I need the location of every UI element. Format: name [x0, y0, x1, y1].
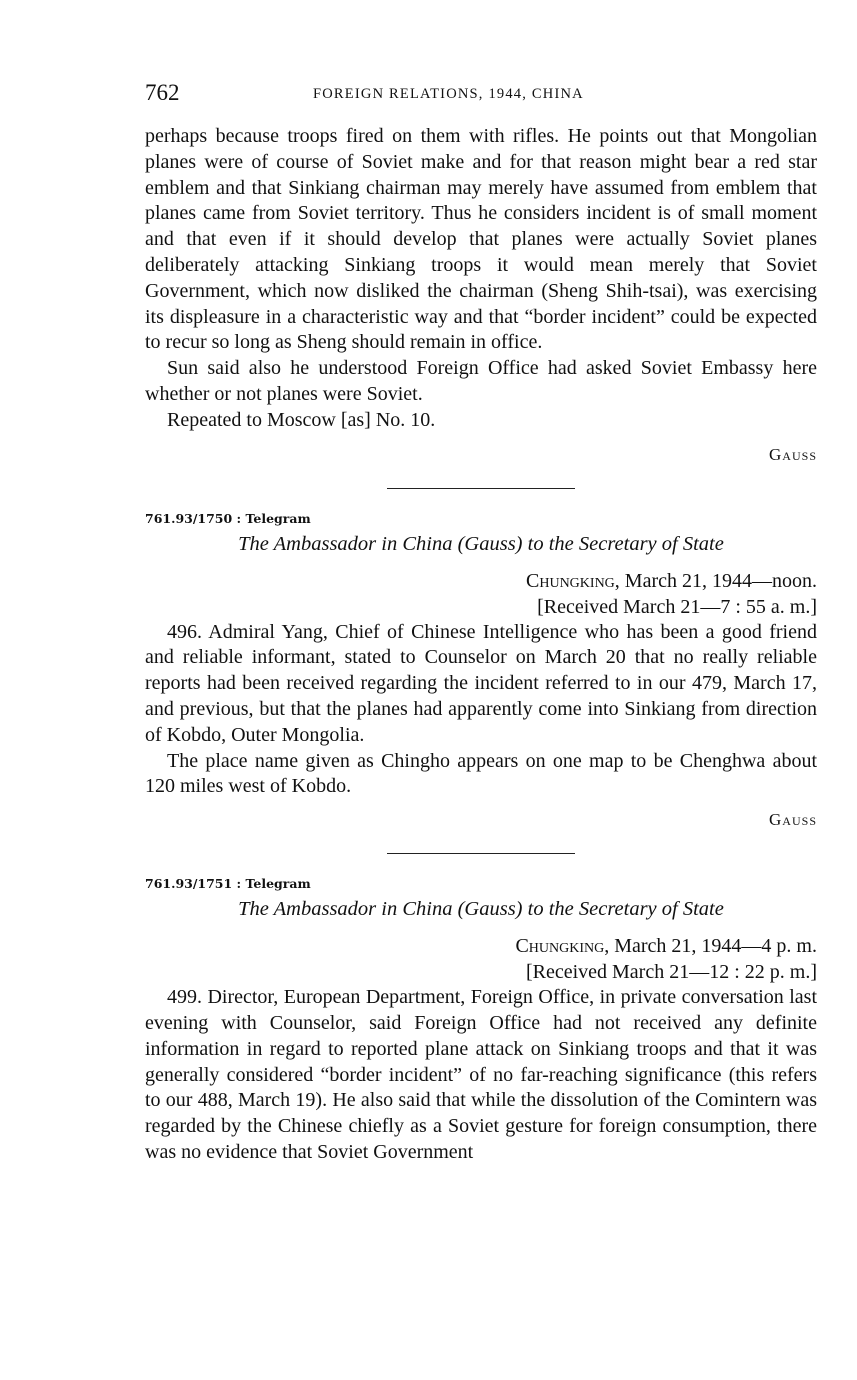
signature: Gauss: [769, 810, 817, 830]
page-header: [145, 80, 817, 110]
body-paragraph: 499. Director, European Department, Foreign Office, in private conversation last evening with Counselor, said Foreign Office had not received any definite information in regard to reported plane attack on Sinkiang troops and that it was generally considered “border incident” of no far-reaching significance (this refers to our 488, March 19). He also said that while the dissolution of the Comintern was regarded by the Chinese chiefly as a Soviet gesture for foreign consumption, there was no evidence that Soviet Government: [145, 986, 817, 1163]
date-text: , March 21, 1944—noon.: [614, 569, 817, 592]
received-line: [Received March 21—12 : 22 p. m.]: [525, 961, 817, 984]
continuation-paragraph: perhaps because troops fired on them with rifles. He points out that Mongolian planes were of course of Soviet make and for that reason might bear a red star emblem and that Sinkiang chairman may merely have assumed from emblem that planes came from Soviet territory. Thus he considers incident is of small moment and that even if it should develop that planes were actually Soviet planes deliberately attacking Sinkiang troops it would mean merely that Soviet Government, which now disliked the chairman (Sheng Shih-tsai), was exercising its displeasure in a characteristic way and that “border incident” could be expected to recur so long as Sheng should remain in office.: [145, 125, 817, 354]
file-reference: 761.93/1750 : Telegram: [145, 510, 311, 526]
continuation-paragraph-2: Sun said also he understood Foreign Office had asked Soviet Embassy here whether or not planes were Soviet.: [145, 357, 817, 405]
date-line: [145, 568, 817, 594]
repeated-note: Repeated to Moscow [as] No. 10.: [167, 408, 436, 431]
date-line: [145, 933, 817, 959]
date-text: , March 21, 1944—4 p. m.: [604, 935, 817, 958]
dateline: [145, 568, 817, 620]
section-divider: [387, 488, 575, 489]
file-reference: 761.93/1751 : Telegram: [145, 876, 311, 892]
body-paragraph: The place name given as Chingho appears on one map to be Chenghwa about 120 miles west of Kobdo.: [145, 749, 817, 798]
running-title: FOREIGN RELATIONS, 1944, CHINA: [313, 86, 584, 102]
received-line: [Received March 21—7 : 55 a. m.]: [537, 595, 817, 618]
document-title: The Ambassador in China (Gauss) to the Secretary of State: [238, 532, 724, 555]
page-content: [145, 124, 817, 1166]
place-name: Chungking: [515, 935, 605, 958]
section-divider: [387, 853, 575, 854]
document-title: The Ambassador in China (Gauss) to the Secretary of State: [238, 898, 724, 921]
signature: Gauss: [769, 444, 817, 464]
body-paragraph: 496. Admiral Yang, Chief of Chinese Intelligence who has been a good friend and reliable informant, stated to Counselor on March 20 that no really reliable reports had been received regarding the incident referred to in our 479, March 17, and previous, but that the planes had apparently come into Sinkiang from direction of Kobdo, Outer Mongolia.: [145, 620, 817, 746]
page-number: 762: [145, 80, 180, 105]
place-name: Chungking: [526, 569, 615, 592]
dateline: [145, 933, 817, 985]
